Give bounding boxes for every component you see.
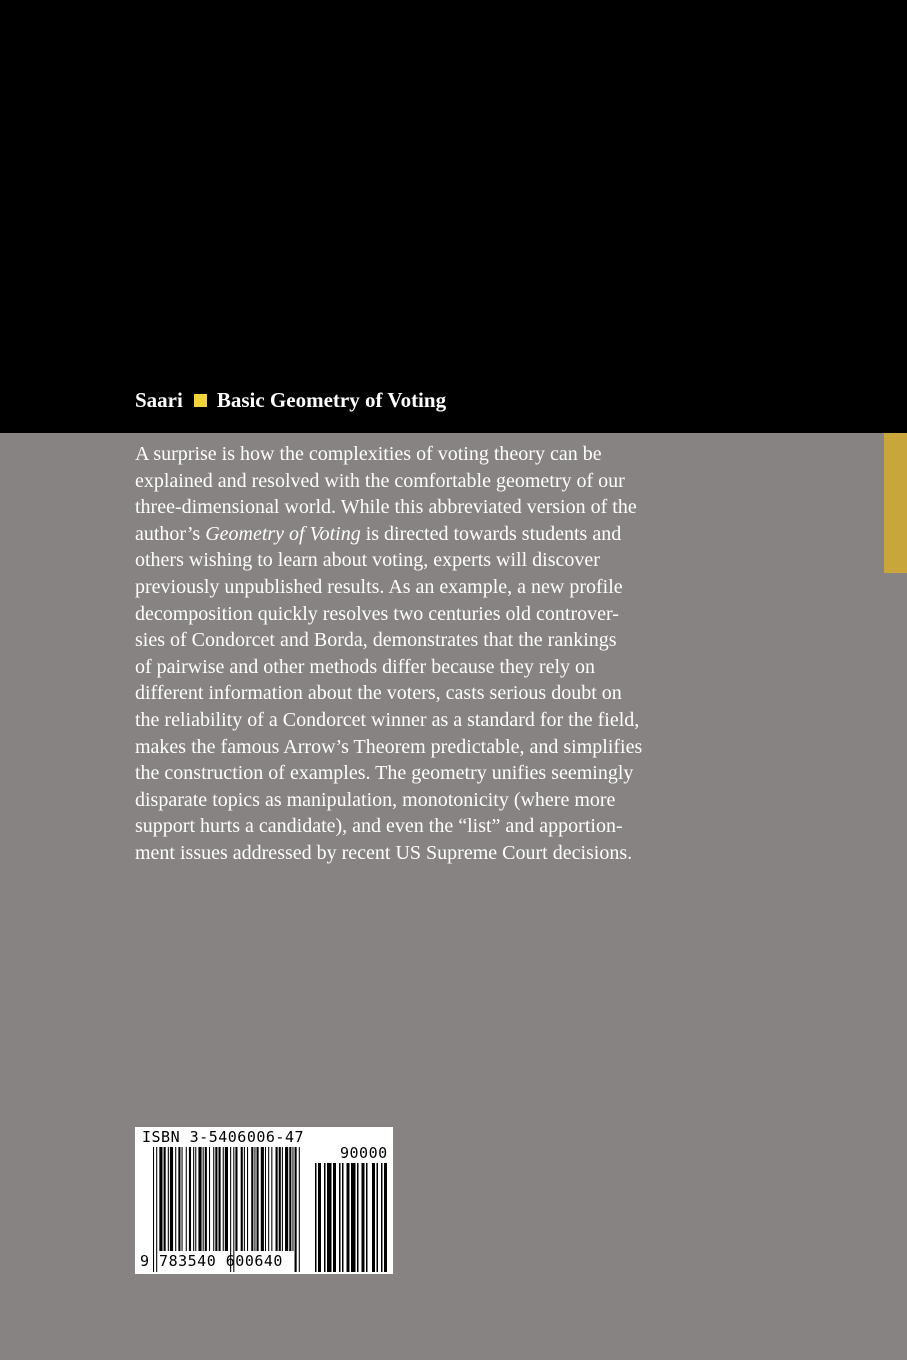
spine-color-tab	[884, 433, 907, 573]
blurb-line: previously unpublished results. As an example, a new profile	[135, 575, 623, 598]
barcode-bar	[285, 1147, 288, 1251]
barcode-bar	[333, 1163, 336, 1272]
barcode-bar	[159, 1147, 162, 1251]
cover-top-band	[0, 0, 907, 433]
blurb-line: A surprise is how the complexities of voting theory can be	[135, 443, 602, 465]
barcode-bar	[327, 1163, 332, 1272]
barcode-bar	[289, 1147, 291, 1251]
blurb-line: support hurts a candidate), and even the “list” and apportion-	[135, 815, 623, 838]
barcode-bar	[315, 1163, 317, 1272]
blurb-line: different information about the voters, casts serious doubt on	[135, 682, 622, 705]
barcode-bar	[384, 1163, 387, 1272]
book-title: Basic Geometry of Voting	[216, 387, 447, 412]
barcode-bar	[182, 1147, 183, 1251]
barcode-bar	[235, 1147, 237, 1251]
barcode-bar	[268, 1147, 269, 1251]
barcode-bar	[265, 1147, 266, 1251]
barcode-bar	[175, 1147, 176, 1251]
barcode-bar	[218, 1147, 220, 1251]
back-cover-blurb	[135, 441, 755, 867]
barcode-bar	[299, 1147, 300, 1272]
barcode-bar	[203, 1147, 204, 1251]
blurb-line: others wishing to learn about voting, experts will discover	[135, 549, 600, 572]
author-name: Saari	[135, 387, 183, 412]
barcode-bar	[279, 1147, 281, 1251]
barcode-bar	[215, 1147, 217, 1251]
barcode-bar	[362, 1163, 365, 1272]
blurb-line: disparate topics as manipulation, monotonicity (where more	[135, 788, 616, 811]
blurb-line: sies of Condorcet and Borda, demonstrates that the rankings	[135, 629, 617, 652]
blurb-line-start: author’s	[135, 522, 206, 545]
barcode-bar	[357, 1163, 359, 1272]
separator-square-icon	[194, 394, 207, 407]
barcode-bar	[178, 1147, 180, 1251]
barcode-bar	[257, 1147, 259, 1251]
blurb-line: ment issues addressed by recent US Supreme Court decisions.	[135, 841, 633, 864]
barcode-bar	[351, 1163, 356, 1272]
barcode-bar	[339, 1163, 341, 1272]
blurb-line: three-dimensional world. While this abbreviated version of the	[135, 496, 637, 519]
barcode-bar	[372, 1163, 375, 1272]
barcode-bar	[189, 1147, 191, 1251]
blurb-line: the construction of examples. The geometry unifies seemingly	[135, 762, 634, 785]
barcode-bar	[261, 1147, 264, 1251]
barcode-bar	[209, 1147, 210, 1251]
barcode-bar	[225, 1147, 228, 1251]
barcode-bar	[282, 1147, 283, 1251]
blurb-line: explained and resolved with the comfortable geometry of our	[135, 469, 625, 492]
barcode-bar	[213, 1147, 214, 1251]
barcode-bar	[198, 1147, 201, 1251]
blurb-line	[135, 521, 755, 548]
barcode-bar	[251, 1147, 253, 1251]
barcode-bar	[223, 1147, 224, 1251]
blurb-line-end: is directed towards students and	[360, 522, 622, 545]
barcode-addon-bars	[315, 1163, 387, 1272]
barcode-bar	[168, 1147, 169, 1251]
barcode-bar	[254, 1147, 255, 1251]
barcode-bar	[193, 1147, 194, 1251]
barcode-bar	[241, 1147, 243, 1251]
barcode-bar	[195, 1147, 196, 1251]
barcode-bar	[164, 1147, 166, 1251]
barcode-bar	[271, 1147, 272, 1251]
price-code: 90000	[340, 1144, 388, 1162]
barcode-bar	[295, 1147, 297, 1272]
blurb-line: makes the famous Arrow’s Theorem predictable, and simplifies	[135, 735, 643, 758]
barcode-bar	[347, 1163, 350, 1272]
isbn-number: ISBN 3-5406006-47	[142, 1128, 305, 1146]
barcode-bar	[276, 1147, 278, 1251]
barcode-bar	[247, 1147, 248, 1251]
barcode-bar	[366, 1163, 368, 1272]
blurb-line: the reliability of a Condorcet winner as a standard for the field,	[135, 708, 640, 731]
book-title-line	[135, 386, 446, 414]
blurb-line: of pairwise and other methods differ because they rely on	[135, 655, 596, 678]
isbn-barcode	[135, 1127, 393, 1274]
barcode-bar	[186, 1147, 187, 1251]
barcode-bar	[342, 1163, 344, 1272]
barcode-bar	[170, 1147, 173, 1251]
barcode-bar	[318, 1163, 321, 1272]
barcode-bar	[205, 1147, 207, 1251]
barcode-bar	[244, 1147, 245, 1251]
barcode-bar	[381, 1163, 383, 1272]
ean-digits: 9 783540 600640	[140, 1252, 283, 1270]
barcode-bar	[377, 1163, 379, 1272]
barcode-bar	[324, 1163, 326, 1272]
book-reference: Geometry of Voting	[205, 522, 361, 545]
barcode-bar	[292, 1147, 293, 1251]
blurb-line: decomposition quickly resolves two centuries old controver-	[135, 602, 619, 625]
